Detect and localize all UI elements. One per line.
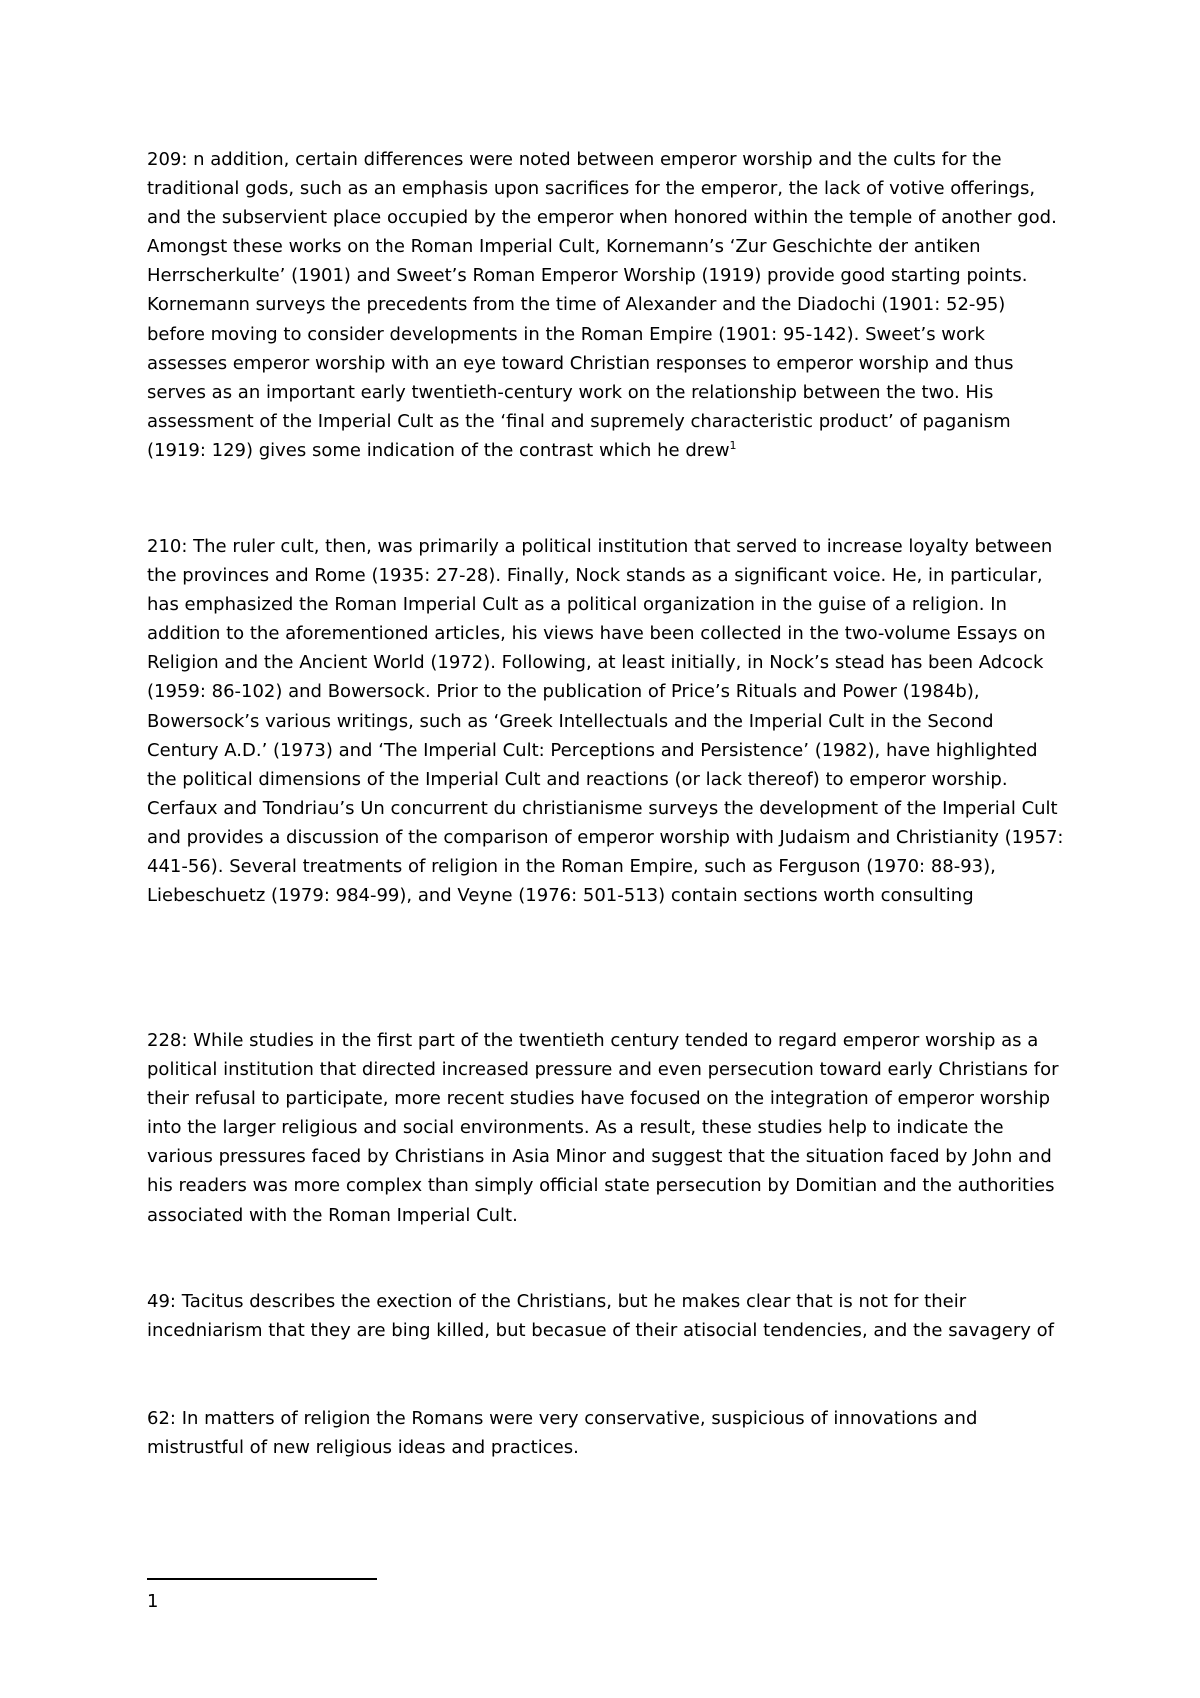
- paragraph-209-text: 209: n addition, certain differences were noted between emperor worship and the cults for the traditional gods, such as an emphasis upon sacrifices for the emperor, the lack of votive offerings, and the subservient place occupied by the emperor when honored within the temple of another god. Amongst these works on the Roman Imperial Cult, Kornemann’s ‘Zur Geschichte der antiken Herrscherkulte’ (1901) and Sweet’s Roman Emperor Worship (1919) provide good starting points. Kornemann surveys the precedents from the time of Alexander and the Diadochi (1901: 52-95) before moving to consider developments in the Roman Empire (1901: 95-142). Sweet’s work assesses emperor worship with an eye toward Christian responses to emperor worship and thus serves as an important early twentieth-century work on the relationship between the two. His assessment of the Imperial Cult as the ‘final and supremely characteristic product’ of paganism (1919: 129) gives some indication of the contrast which he drew: [147, 149, 1057, 461]
- paragraph-62: 62: In matters of religion the Romans were very conservative, suspicious of innovations and mistrustful of new religious ideas and practices.: [147, 1408, 978, 1459]
- footnote-reference[interactable]: 1: [729, 438, 737, 452]
- footnote-separator: [147, 1578, 377, 1580]
- paragraph-210: 210: The ruler cult, then, was primarily a political institution that served to increase loyalty between the provinces and Rome (1935: 27-28). Finally, Nock stands as a significant voice. He, in particular, has emphasized the Roman Imperial Cult as a political organization in the guise of a religion. In addition to the aforementioned articles, his views have been collected in the two-volume Essays on Religion and the Ancient World (1972). Following, at least initially, in Nock’s stead has been Adcock (1959: 86-102) and Bowersock. Prior to the publication of Price’s Rituals and Power (1984b), Bowersock’s various writings, such as ‘Greek Intellectuals and the Imperial Cult in the Second Century A.D.’ (1973) and ‘The Imperial Cult: Perceptions and Persistence’ (1982), have highlighted the political dimensions of the Imperial Cult and reactions (or lack thereof) to emperor worship. Cerfaux and Tondriau’s Un concurrent du christianisme surveys the development of the Imperial Cult and provides a discussion of the comparison of emperor worship with Judaism and Christianity (1957: 441-56). Several treatments of religion in the Roman Empire, such as Ferguson (1970: 88-93), Liebeschuetz (1979: 984-99), and Veyne (1976: 501-513) contain sections worth consulting: [147, 536, 1064, 907]
- footnote-number: 1: [147, 1591, 159, 1612]
- paragraph-49: 49: Tacitus describes the exection of the Christians, but he makes clear that is not for their incedniarism that they are bing killed, but becasue of their atisocial tendencies, and the savagery of: [147, 1291, 1054, 1342]
- paragraph-228: 228: While studies in the first part of the twentieth century tended to regard emperor worship as a political institution that directed increased pressure and even persecution toward early Christians for their refusal to participate, more recent studies have focused on the integration of emperor worship into the larger religious and social environments. As a result, these studies help to indicate the various pressures faced by Christians in Asia Minor and suggest that the situation faced by John and his readers was more complex than simply official state persecution by Domitian and the authorities associated with the Roman Imperial Cult.: [147, 1030, 1059, 1226]
- paragraph-209: [147, 145, 1067, 465]
